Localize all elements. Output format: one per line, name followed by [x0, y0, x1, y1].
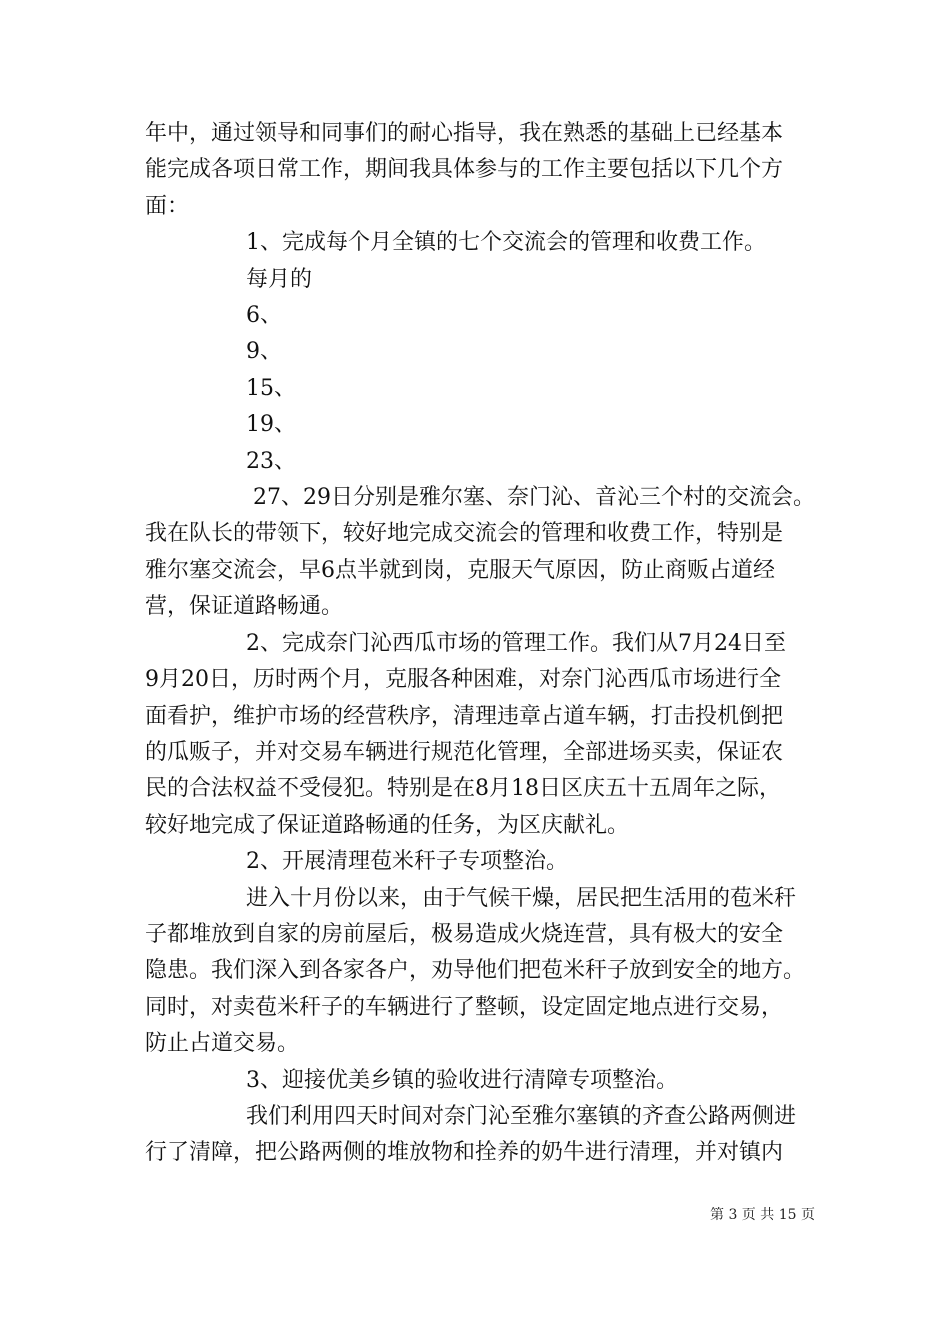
section-heading: 1、完成每个月全镇的七个交流会的管理和收费工作。	[246, 230, 766, 256]
text-line: 19、	[246, 412, 296, 438]
text-line: 隐患。我们深入到各家各户，劝导他们把苞米秆子放到安全的地方。	[145, 958, 806, 984]
text-line: 面：	[145, 193, 190, 219]
section-heading: 2、完成奈门沁西瓜市场的管理工作。我们从7月24日至	[246, 630, 786, 656]
document-body	[145, 116, 845, 1172]
text-line: 的瓜贩子，并对交易车辆进行规范化管理，全部进场买卖，保证农	[145, 739, 784, 765]
text-line: 子都堆放到自家的房前屋后，极易造成火烧连营，具有极大的安全	[145, 921, 784, 947]
text-line: 15、	[246, 375, 296, 401]
text-line: 能完成各项日常工作，期间我具体参与的工作主要包括以下几个方	[145, 157, 784, 183]
text-line: 面看护，维护市场的经营秩序，清理违章占道车辆，打击投机倒把	[145, 703, 784, 729]
text-line: 9月20日，历时两个月，克服各种困难，对奈门沁西瓜市场进行全	[145, 667, 781, 693]
text-line: 27、29日分别是雅尔塞、奈门沁、音沁三个村的交流会。	[246, 485, 815, 511]
text-line: 我在队长的带领下，较好地完成交流会的管理和收费工作，特别是	[145, 521, 784, 547]
page-number-footer: 第 3 页 共 15 页	[710, 1207, 815, 1223]
text-line: 每月的	[246, 266, 313, 292]
text-line: 同时，对卖苞米秆子的车辆进行了整顿，设定固定地点进行交易，	[145, 994, 784, 1020]
text-line: 营，保证道路畅通。	[145, 594, 344, 620]
text-line: 6、	[246, 303, 282, 329]
text-line: 进入十月份以来，由于气候干燥，居民把生活用的苞米秆	[246, 885, 797, 911]
text-line: 防止占道交易。	[145, 1031, 300, 1057]
text-line: 行了清障，把公路两侧的堆放物和拴养的奶牛进行清理，并对镇内	[145, 1140, 784, 1166]
section-heading: 2、开展清理苞米秆子专项整治。	[246, 849, 568, 875]
text-line: 9、	[246, 339, 282, 365]
text-line: 较好地完成了保证道路畅通的任务，为区庆献礼。	[145, 812, 630, 838]
text-line: 雅尔塞交流会，早6点半就到岗，克服天气原因，防止商贩占道经	[145, 557, 775, 583]
section-heading: 3、迎接优美乡镇的验收进行清障专项整治。	[246, 1067, 678, 1093]
text-line: 23、	[246, 448, 296, 474]
text-line: 年中，通过领导和同事们的耐心指导，我在熟悉的基础上已经基本	[145, 121, 784, 146]
text-line: 我们利用四天时间对奈门沁至雅尔塞镇的齐查公路两侧进	[246, 1103, 797, 1129]
text-line: 民的合法权益不受侵犯。特别是在8月18日区庆五十五周年之际，	[145, 776, 781, 802]
